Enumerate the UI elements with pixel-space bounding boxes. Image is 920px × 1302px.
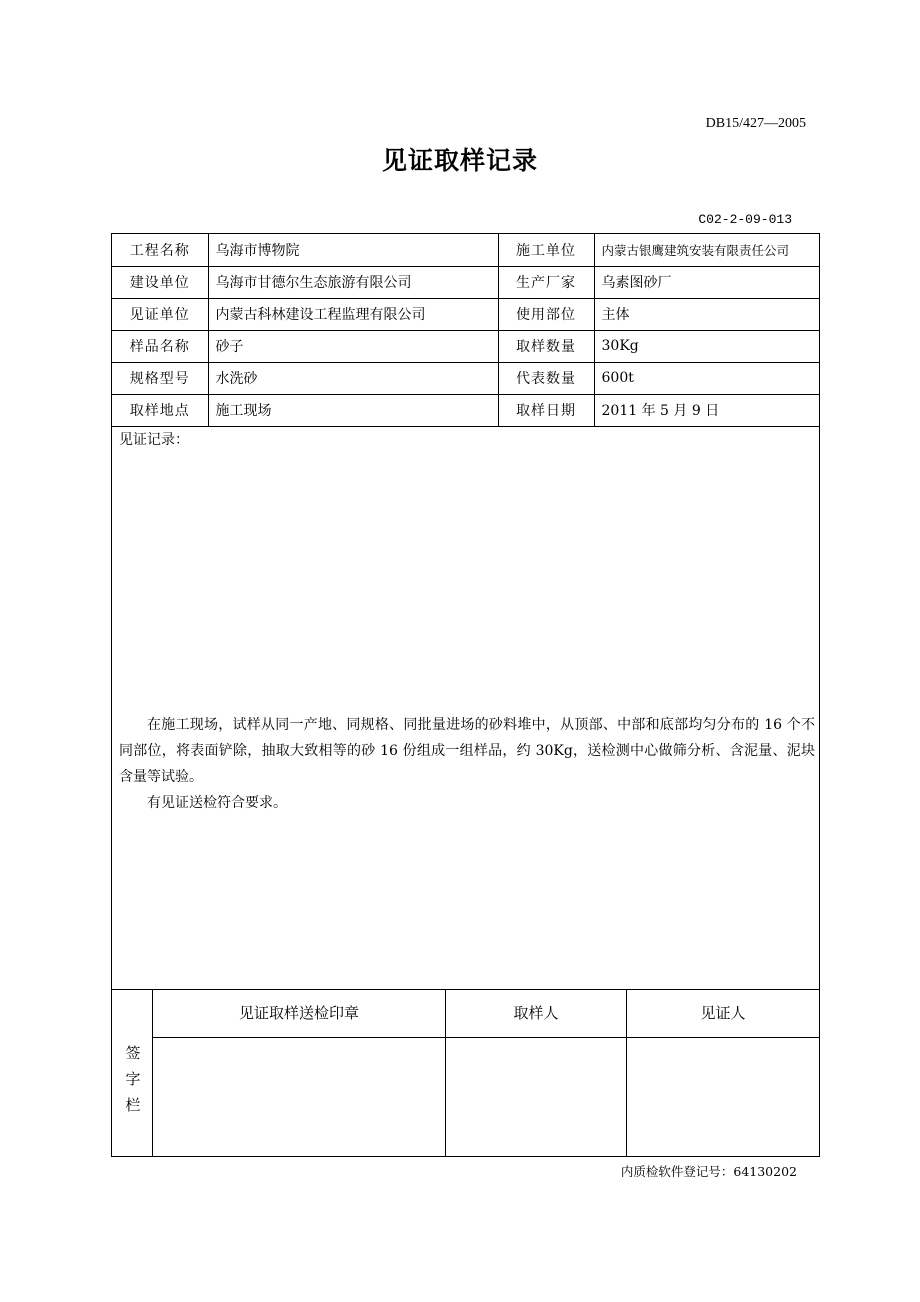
spec-model-label: 规格型号 — [112, 362, 208, 394]
signature-side-char: 签 — [125, 1044, 141, 1062]
manufacturer-label: 生产厂家 — [498, 266, 594, 298]
info-table — [112, 234, 819, 427]
table-row — [112, 394, 819, 426]
usage-location-value: 主体 — [594, 298, 819, 330]
sampler-signature-cell — [446, 1038, 627, 1156]
page-title: 见证取样记录 — [381, 146, 538, 175]
sampling-site-value: 施工现场 — [208, 394, 498, 426]
sample-name-label: 样品名称 — [112, 330, 208, 362]
witness-signature-cell — [627, 1038, 819, 1156]
witness-record-section — [112, 426, 819, 990]
usage-location-label: 使用部位 — [498, 298, 594, 330]
witness-record-paragraph: 在施工现场，试样从同一产地、同规格、同批量进场的砂料堆中，从顶部、中部和底部均匀分布的 16 个不同部位，将表面铲除，抽取大致相等的砂 16 份组成一组样品，约 30Kg，送检测中心做筛分析、含泥量、泥块含量等试验。 — [119, 717, 815, 785]
table-row — [112, 362, 819, 394]
table-row — [112, 234, 819, 266]
represented-quantity-label: 代表数量 — [498, 362, 594, 394]
table-row — [112, 266, 819, 298]
contractor-label: 施工单位 — [498, 234, 594, 266]
witness-record-label: 见证记录： — [119, 432, 189, 448]
sample-quantity-label: 取样数量 — [498, 330, 594, 362]
witness-record-body — [119, 712, 815, 816]
project-name-value: 乌海市博物院 — [208, 234, 498, 266]
seal-cell — [153, 1038, 446, 1156]
sample-quantity-value: 30Kg — [594, 330, 819, 362]
registration-footer: 内质检软件登记号：64130202 — [620, 1164, 797, 1179]
sampler-header: 取样人 — [446, 990, 627, 1038]
client-label: 建设单位 — [112, 266, 208, 298]
client-value: 乌海市甘德尔生态旅游有限公司 — [208, 266, 498, 298]
sample-name-value: 砂子 — [208, 330, 498, 362]
form-code: C02-2-09-013 — [698, 212, 792, 227]
contractor-value: 内蒙古银鹰建筑安装有限责任公司 — [594, 234, 819, 266]
sampling-date-value: 2011 年 5 月 9 日 — [594, 394, 819, 426]
signature-grid — [153, 990, 819, 1156]
table-row — [112, 330, 819, 362]
signature-side-label — [112, 990, 153, 1156]
witness-header: 见证人 — [627, 990, 819, 1038]
signature-side-char: 栏 — [125, 1096, 141, 1114]
manufacturer-value: 乌素图砂厂 — [594, 266, 819, 298]
sampling-date-label: 取样日期 — [498, 394, 594, 426]
table-row — [112, 298, 819, 330]
record-form — [111, 233, 820, 1157]
project-name-label: 工程名称 — [112, 234, 208, 266]
standard-code: DB15/427—2005 — [705, 116, 806, 131]
sampling-site-label: 取样地点 — [112, 394, 208, 426]
spec-model-value: 水洗砂 — [208, 362, 498, 394]
represented-quantity-value: 600t — [594, 362, 819, 394]
seal-header: 见证取样送检印章 — [153, 990, 446, 1038]
signature-side-char: 字 — [125, 1070, 141, 1088]
witness-unit-label: 见证单位 — [112, 298, 208, 330]
signature-section — [112, 990, 819, 1156]
witness-record-conclusion: 有见证送检符合要求。 — [147, 795, 287, 811]
witness-unit-value: 内蒙古科林建设工程监理有限公司 — [208, 298, 498, 330]
